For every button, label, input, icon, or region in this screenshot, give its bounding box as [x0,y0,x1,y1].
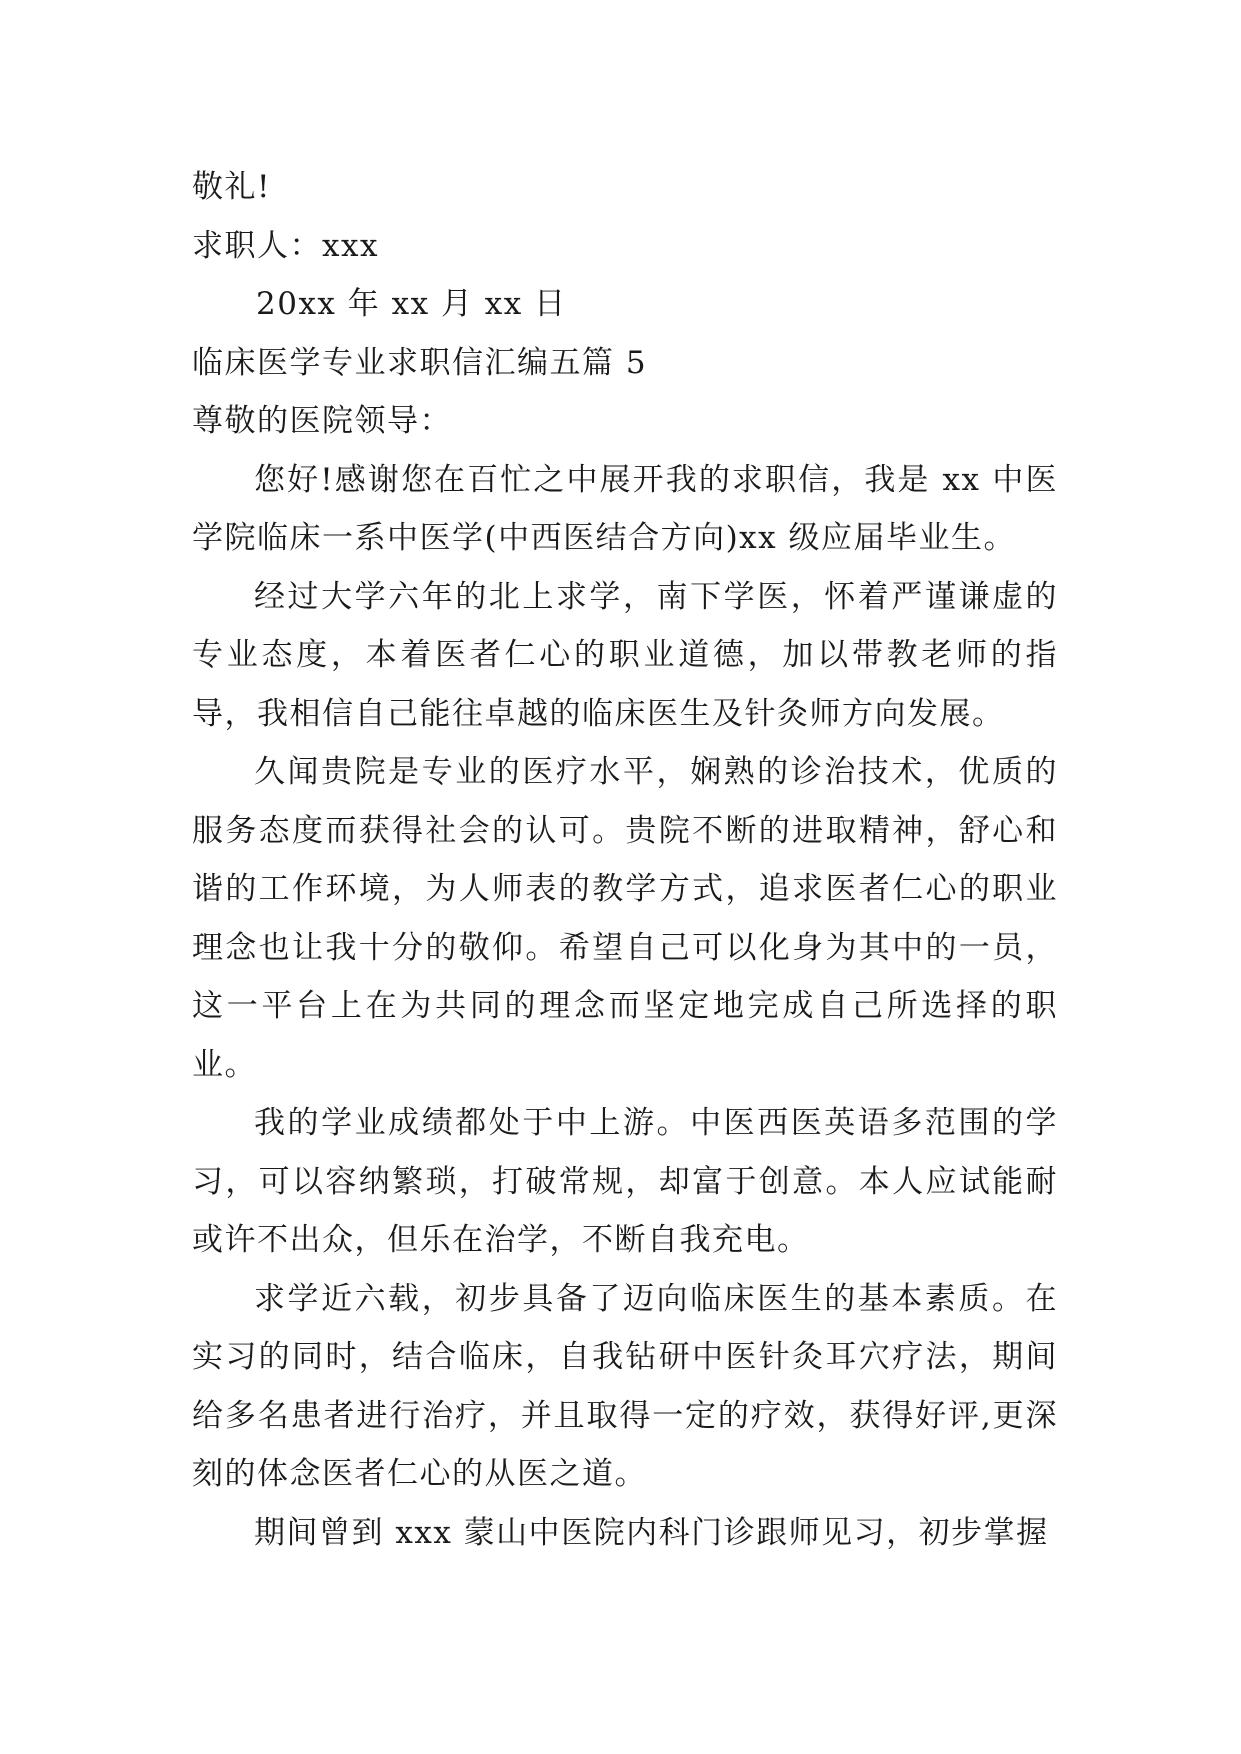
letter-date: 20xx 年 xx 月 xx 日 [256,286,567,322]
paragraph-internship: 求学近六载，初步具备了迈向临床医生的基本素质。在实习的同时，结合临床，自我钻研中医针灸耳穴疗法，期间给多名患者进行治疗，并且取得一定的疗效，获得好评,更深刻的体念医者仁心的从医之道。 [192,1280,1058,1492]
applicant-signature: 求职人：xxx [192,227,379,264]
section-title: 临床医学专业求职信汇编五篇 5 [192,344,648,381]
paragraph-greeting: 您好!感谢您在百忙之中展开我的求职信，我是 xx 中医学院临床一系中医学(中西医结合方向)xx 级应届毕业生。 [192,461,1058,556]
closing-text: 敬礼! [192,169,271,205]
letter-body [192,158,1058,1562]
paragraph-academics: 我的学业成绩都处于中上游。中医西医英语多范围的学习，可以容纳繁琐，打破常规，却富于创意。本人应试能耐或许不出众，但乐在治学，不断自我充电。 [192,1105,1058,1258]
paragraph-clinical: 期间曾到 xxx 蒙山中医院内科门诊跟师见习，初步掌握 [254,1514,1049,1551]
paragraph-education: 经过大学六年的北上求学，南下学医，怀着严谨谦虚的专业态度，本着医者仁心的职业道德，加以带教老师的指导，我相信自己能往卓越的临床医生及针灸师方向发展。 [192,578,1058,732]
paragraph-hospital: 久闻贵院是专业的医疗水平，娴熟的诊治技术，优质的服务态度而获得社会的认可。贵院不断的进取精神，舒心和谐的工作环境，为人师表的教学方式，追求医者仁心的职业理念也让我十分的敬仰。希望自己可以化身为其中的一员，这一平台上在为共同的理念而坚定地完成自己所选择的职业。 [192,754,1058,1083]
salutation: 尊敬的医院领导： [192,403,452,439]
